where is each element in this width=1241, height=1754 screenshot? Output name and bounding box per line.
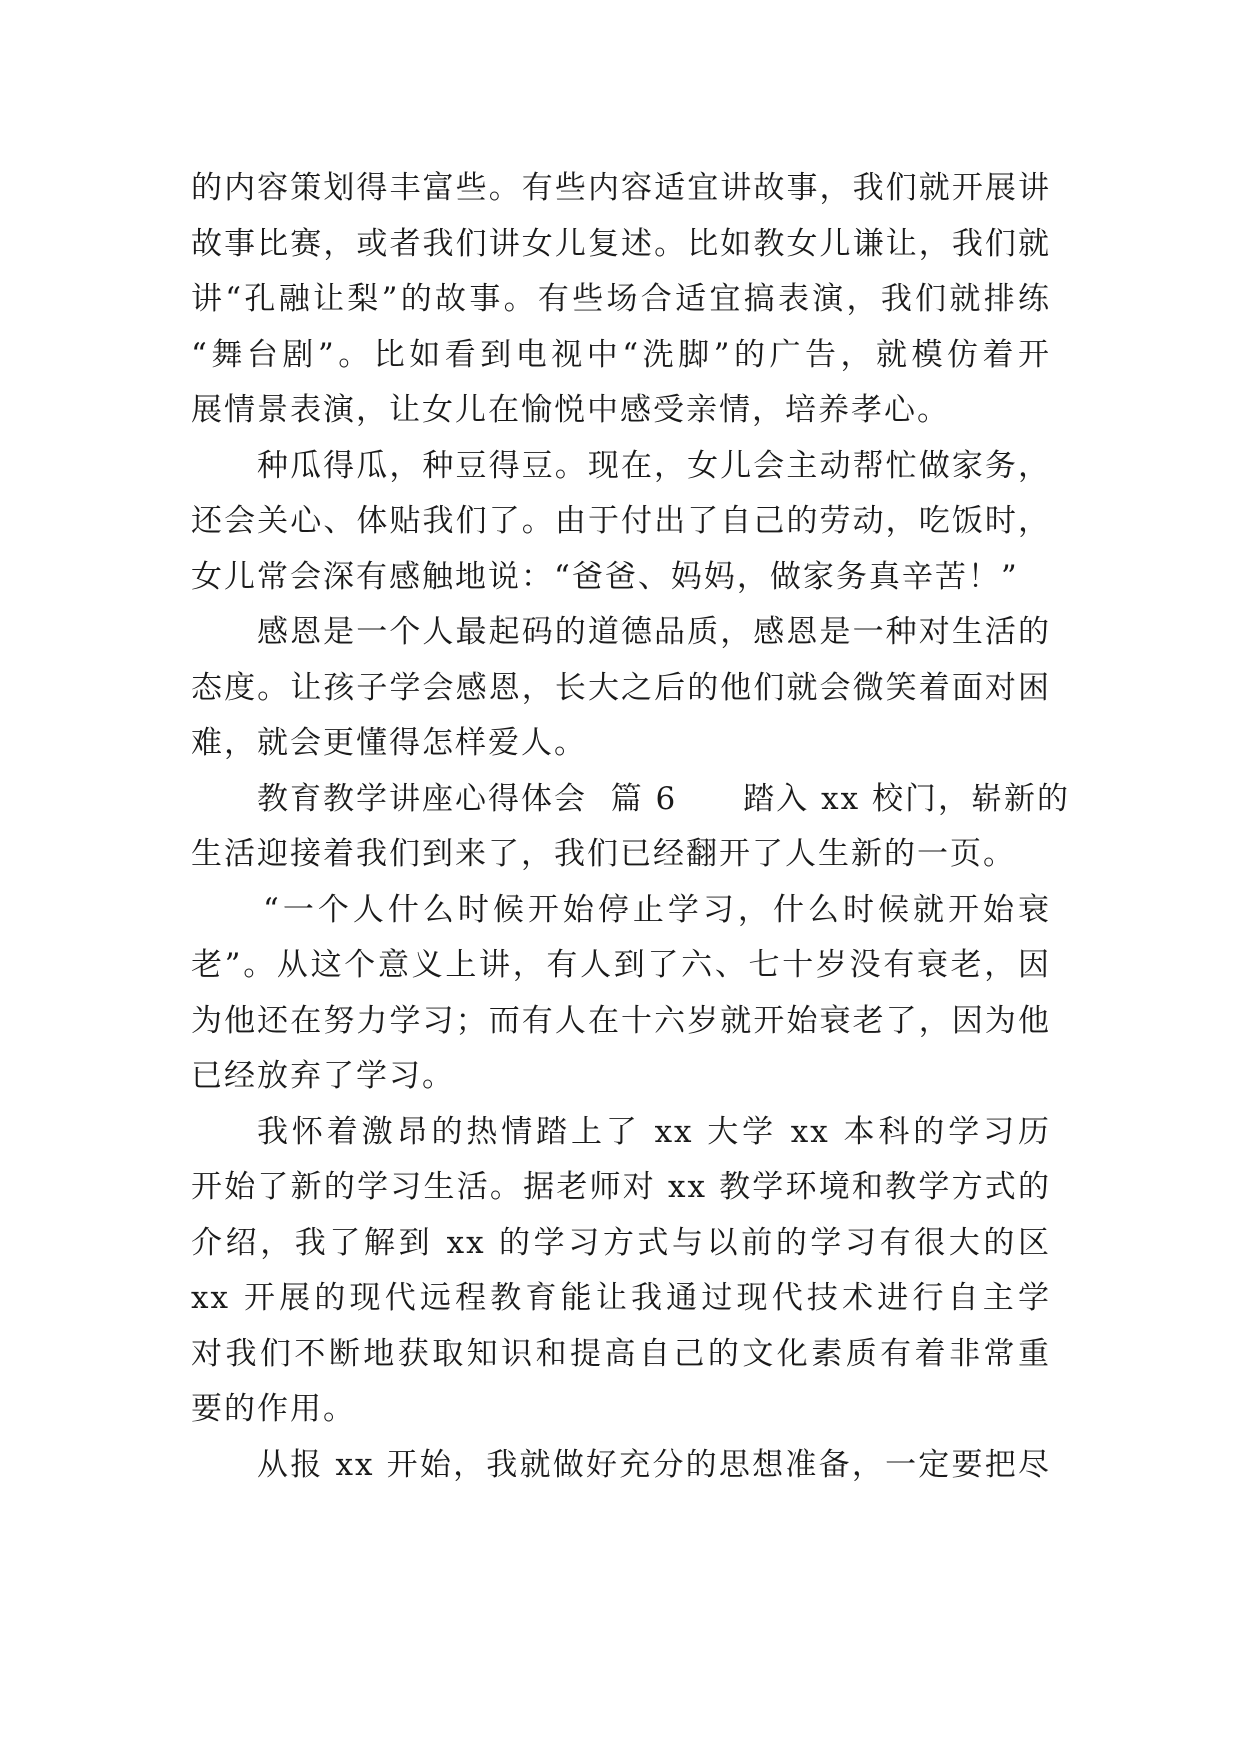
paragraph: [191, 772, 1070, 883]
text-line: 老”。从这个意义上讲，有人到了六、七十岁没有衰老，因: [191, 947, 1051, 983]
text-line: 介绍，我了解到 xx 的学习方式与以前的学习有很大的区: [191, 1224, 1051, 1261]
section-heading-line: [191, 772, 1070, 828]
text-line: “一个人什么时候开始停止学习，什么时候就开始衰: [263, 891, 1051, 928]
text-line: 难，就会更懂得怎样爱人。: [191, 725, 587, 761]
paragraph: [191, 161, 1051, 439]
paragraph: [191, 1438, 1051, 1494]
text-line: 我怀着激昂的热情踏上了 xx 大学 xx 本科的学习历: [257, 1113, 1051, 1150]
text-line: 开始了新的学习生活。据老师对 xx 教学环境和教学方式的: [191, 1169, 1051, 1205]
text-line: 的内容策划得丰富些。有些内容适宜讲故事，我们就开展讲: [191, 170, 1051, 206]
paragraph: [191, 605, 1051, 772]
text-line: 态度。让孩子学会感恩，长大之后的他们就会微笑着面对困: [191, 669, 1051, 706]
text-line: 从报 xx 开始，我就做好充分的思想准备，一定要把尽: [257, 1446, 1051, 1483]
text-line: 讲“孔融让梨”的故事。有些场合适宜搞表演，我们就排练: [191, 281, 1051, 317]
text-line: 为他还在努力学习；而有人在十六岁就开始衰老了，因为他: [191, 1002, 1051, 1039]
document-body: [191, 161, 1070, 1493]
text-line: 还会关心、体贴我们了。由于付出了自己的劳动，吃饭时，: [191, 503, 1051, 539]
text-line: 要的作用。: [191, 1391, 356, 1427]
section-heading: 教育教学讲座心得体会 篇 6: [257, 780, 678, 817]
text-line: xx 开展的现代远程教育能让我通过现代技术进行自主学: [191, 1280, 1051, 1316]
text-line: 故事比赛，或者我们讲女儿复述。比如教女儿谦让，我们就: [191, 225, 1051, 262]
text-line: 生活迎接着我们到来了，我们已经翻开了人生新的一页。: [191, 836, 1016, 872]
text-line: 种瓜得瓜，种豆得豆。现在，女儿会主动帮忙做家务，: [257, 447, 1051, 484]
paragraph: [191, 1105, 1051, 1438]
text-line: “舞台剧”。比如看到电视中“洗脚”的广告，就模仿着开: [191, 336, 1051, 373]
text-line: 已经放弃了学习。: [191, 1058, 455, 1094]
text-line: 感恩是一个人最起码的道德品质，感恩是一种对生活的: [257, 614, 1051, 650]
heading-continuation: 踏入 xx 校门，崭新的: [743, 780, 1070, 817]
paragraph: [191, 439, 1051, 606]
paragraph: [191, 883, 1051, 1105]
text-line: 女儿常会深有感触地说：“爸爸、妈妈，做家务真辛苦！”: [191, 558, 1019, 595]
text-line: 对我们不断地获取知识和提高自己的文化素质有着非常重: [191, 1335, 1051, 1372]
text-line: 展情景表演，让女儿在愉悦中感受亲情，培养孝心。: [191, 392, 950, 428]
